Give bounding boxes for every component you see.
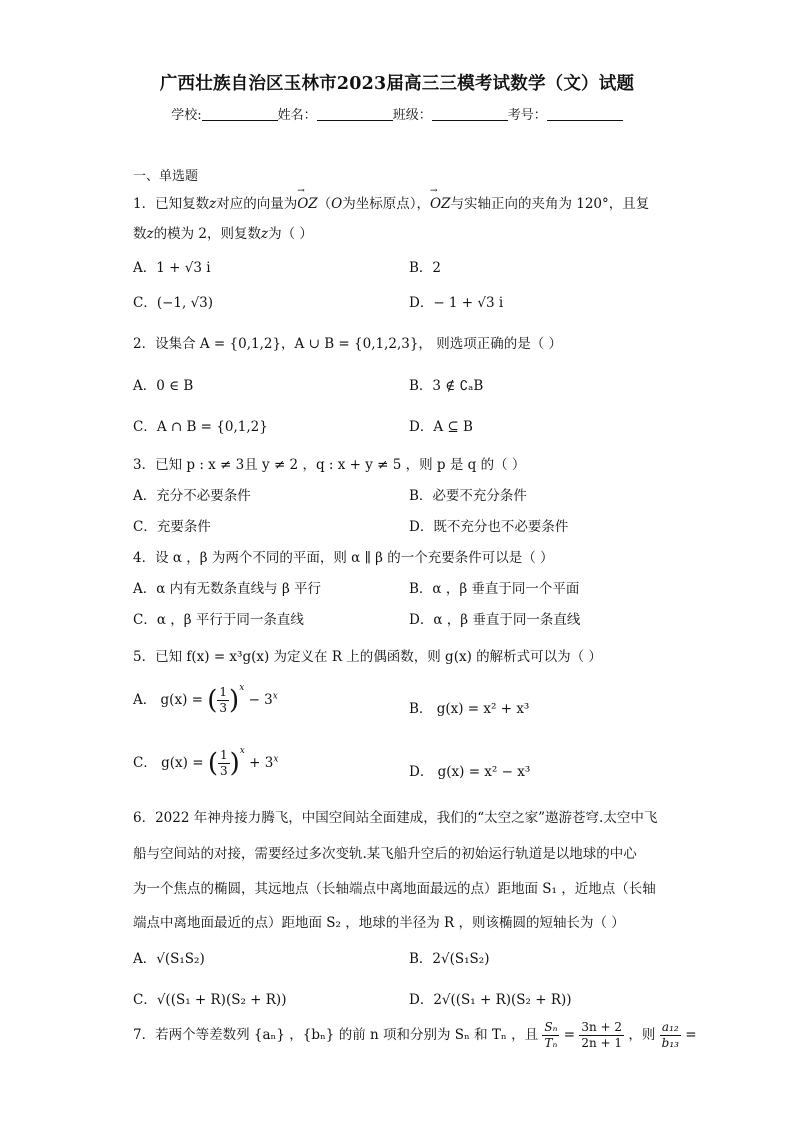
question-5-stem: 5．已知 f(x) = x³g(x) 为定义在 R 上的偶函数，则 g(x) 的解析式可以为（ ） — [133, 649, 602, 665]
q1-text: 的模为 2，则复数 — [153, 226, 262, 242]
q6-option-b[interactable]: B．2√(S₁S₂) — [409, 951, 490, 967]
q5a-fraction — [217, 685, 229, 716]
q1-option-b[interactable]: B．2 — [409, 260, 442, 276]
exam-no-label: 考号： — [507, 108, 547, 123]
question-3-stem: 3．已知 p : x ≠ 3且 y ≠ 2 ，q : x + y ≠ 5 ，则 p 是 q 的（ ） — [133, 457, 526, 473]
q7-text: ，则 — [628, 1027, 656, 1043]
q5-option-d[interactable]: D． g(x) = x² − x³ — [409, 764, 531, 780]
q3-option-b[interactable]: B．必要不充分条件 — [409, 488, 527, 504]
question-6-line-4: 端点中离地面最近的点）距地面 S₂ ，地球的半径为 R ，则该椭圆的短轴长为（ ） — [133, 915, 625, 931]
question-6-line-2: 船与空间站的对接，需要经过多次变轨.某飞船升空后的初始运行轨道是以地球的中心 — [133, 846, 637, 862]
question-1-line-1 — [133, 192, 649, 212]
q6-option-d[interactable]: D．2√((S₁ + R)(S₂ + R)) — [409, 992, 572, 1008]
q2-option-d[interactable]: D．A ⊆ B — [409, 419, 473, 435]
q7-fraction-a-b — [660, 1020, 681, 1051]
school-blank[interactable] — [202, 106, 278, 121]
q4-option-b[interactable]: B．α ，β 垂直于同一个平面 — [409, 581, 580, 597]
q5-option-b[interactable]: B． g(x) = x² + x³ — [409, 701, 530, 717]
q6-option-a[interactable]: A．√(S₁S₂) — [133, 951, 205, 967]
z-symbol: z — [261, 226, 269, 242]
q1-text: 为（ ） — [268, 226, 313, 242]
q5c-exp2: x — [273, 754, 279, 765]
q1-option-c[interactable]: C．(−1, √3) — [133, 295, 214, 311]
q5-option-a[interactable]: A． g(x) = ( $\frac{1}{3}$ )$^x - 3^x$ — [133, 683, 278, 716]
q1-text: 为坐标原点）， — [342, 196, 430, 212]
q5c-fraction — [218, 748, 230, 779]
question-6-line-1: 6．2022 年神舟接力腾飞，中国空间站全面建成，我们的“太空之家”遨游苍穹.太空中飞 — [133, 810, 658, 826]
q1-text: 1．已知复数 — [133, 196, 210, 212]
vector-oz: → OZ — [297, 196, 317, 212]
q5a-exp: x — [239, 683, 245, 693]
q4-option-c[interactable]: C．α ，β 平行于同一条直线 — [133, 612, 304, 628]
q7-fraction-s-t — [542, 1020, 559, 1051]
section-heading: 一、单选题 — [133, 169, 199, 184]
exam-no-blank[interactable] — [547, 106, 623, 121]
q1-option-d[interactable]: D．− 1 + √3 i — [409, 295, 504, 311]
q5-option-c[interactable]: C． g(x) = ( $\frac{1}{3}$ )$^x + 3^x$ — [133, 746, 279, 779]
q5a-lhs: A． g(x) = — [133, 692, 203, 708]
name-blank[interactable] — [317, 106, 393, 121]
q7-f2-den: 2n + 1 — [581, 1036, 623, 1050]
vector-oz: → OZ — [430, 196, 450, 212]
class-blank[interactable] — [432, 106, 508, 121]
question-1-line-2 — [133, 222, 313, 242]
z-symbol: z — [146, 226, 154, 242]
q5c-lhs: C． g(x) = — [133, 755, 204, 771]
q5c-den: 3 — [219, 764, 228, 778]
name-label: 姓名： — [277, 108, 317, 123]
question-2-stem: 2．设集合 A = {0,1,2}，A ∪ B = {0,1,2,3}， 则选项正确的是（ ） — [133, 336, 563, 352]
page-title: 广西壮族自治区玉林市2023届高三三模考试数学（文）试题 — [159, 74, 635, 94]
q7-equals: = — [563, 1027, 576, 1043]
q5c-exp: x — [239, 746, 245, 756]
student-info-row — [0, 104, 794, 123]
q5a-den: 3 — [219, 701, 228, 715]
o-symbol: O — [331, 196, 343, 212]
question-7-stem — [133, 1020, 697, 1051]
q4-option-d[interactable]: D．α ，β 垂直于同一条直线 — [409, 612, 581, 628]
q1-text: 与实轴正向的夹角为 120°，且复 — [450, 196, 650, 212]
q7-f1-den: Tₙ — [544, 1036, 558, 1050]
q1-text: （ — [317, 196, 332, 212]
q7-f3-den: b₁₃ — [661, 1036, 679, 1050]
q7-f3-num: a₁₂ — [660, 1020, 681, 1036]
z-symbol: z — [209, 196, 217, 212]
q6-option-c[interactable]: C．√((S₁ + R)(S₂ + R)) — [133, 992, 287, 1008]
q5a-rhs: − 3 — [248, 692, 273, 708]
q7-f2-num: 3n + 2 — [581, 1020, 623, 1034]
question-6-line-3: 为一个焦点的椭圆，其远地点（长轴端点中离地面最远的点）距地面 S₁ ，近地点（长轴 — [133, 881, 656, 897]
question-4-stem: 4．设 α ，β 为两个不同的平面，则 α ∥ β 的一个充要条件可以是（ ） — [133, 550, 554, 566]
q7-equals-end: = — [685, 1027, 697, 1043]
q5c-rhs: + 3 — [249, 755, 274, 771]
q7-fraction-ratio — [579, 1020, 624, 1051]
q2-option-a[interactable]: A．0 ∈ B — [133, 378, 194, 394]
q7-text: 7．若两个等差数列 {aₙ} ，{bₙ} 的前 n 项和分别为 Sₙ 和 Tₙ ，且 — [133, 1027, 539, 1043]
q5c-num: 1 — [219, 748, 228, 762]
q3-option-a[interactable]: A．充分不必要条件 — [133, 488, 251, 504]
class-label: 班级： — [392, 108, 432, 123]
q5a-num: 1 — [219, 685, 228, 699]
q1-text: 数 — [133, 226, 147, 242]
q1-option-a[interactable]: A．1 + √3 i — [133, 260, 211, 276]
q1-text: 对应的向量为 — [216, 196, 298, 212]
q7-f1-num: Sₙ — [544, 1020, 558, 1034]
q4-option-a[interactable]: A．α 内有无数条直线与 β 平行 — [133, 581, 322, 597]
q2-option-b[interactable]: B．3 ∉ ∁ₐB — [409, 378, 484, 394]
q5a-exp2: x — [272, 691, 278, 702]
q3-option-d[interactable]: D．既不充分也不必要条件 — [409, 519, 569, 535]
q2-option-c[interactable]: C．A ∩ B = {0,1,2} — [133, 419, 268, 435]
q3-option-c[interactable]: C．充要条件 — [133, 519, 211, 535]
school-label: 学校: — [171, 108, 202, 123]
